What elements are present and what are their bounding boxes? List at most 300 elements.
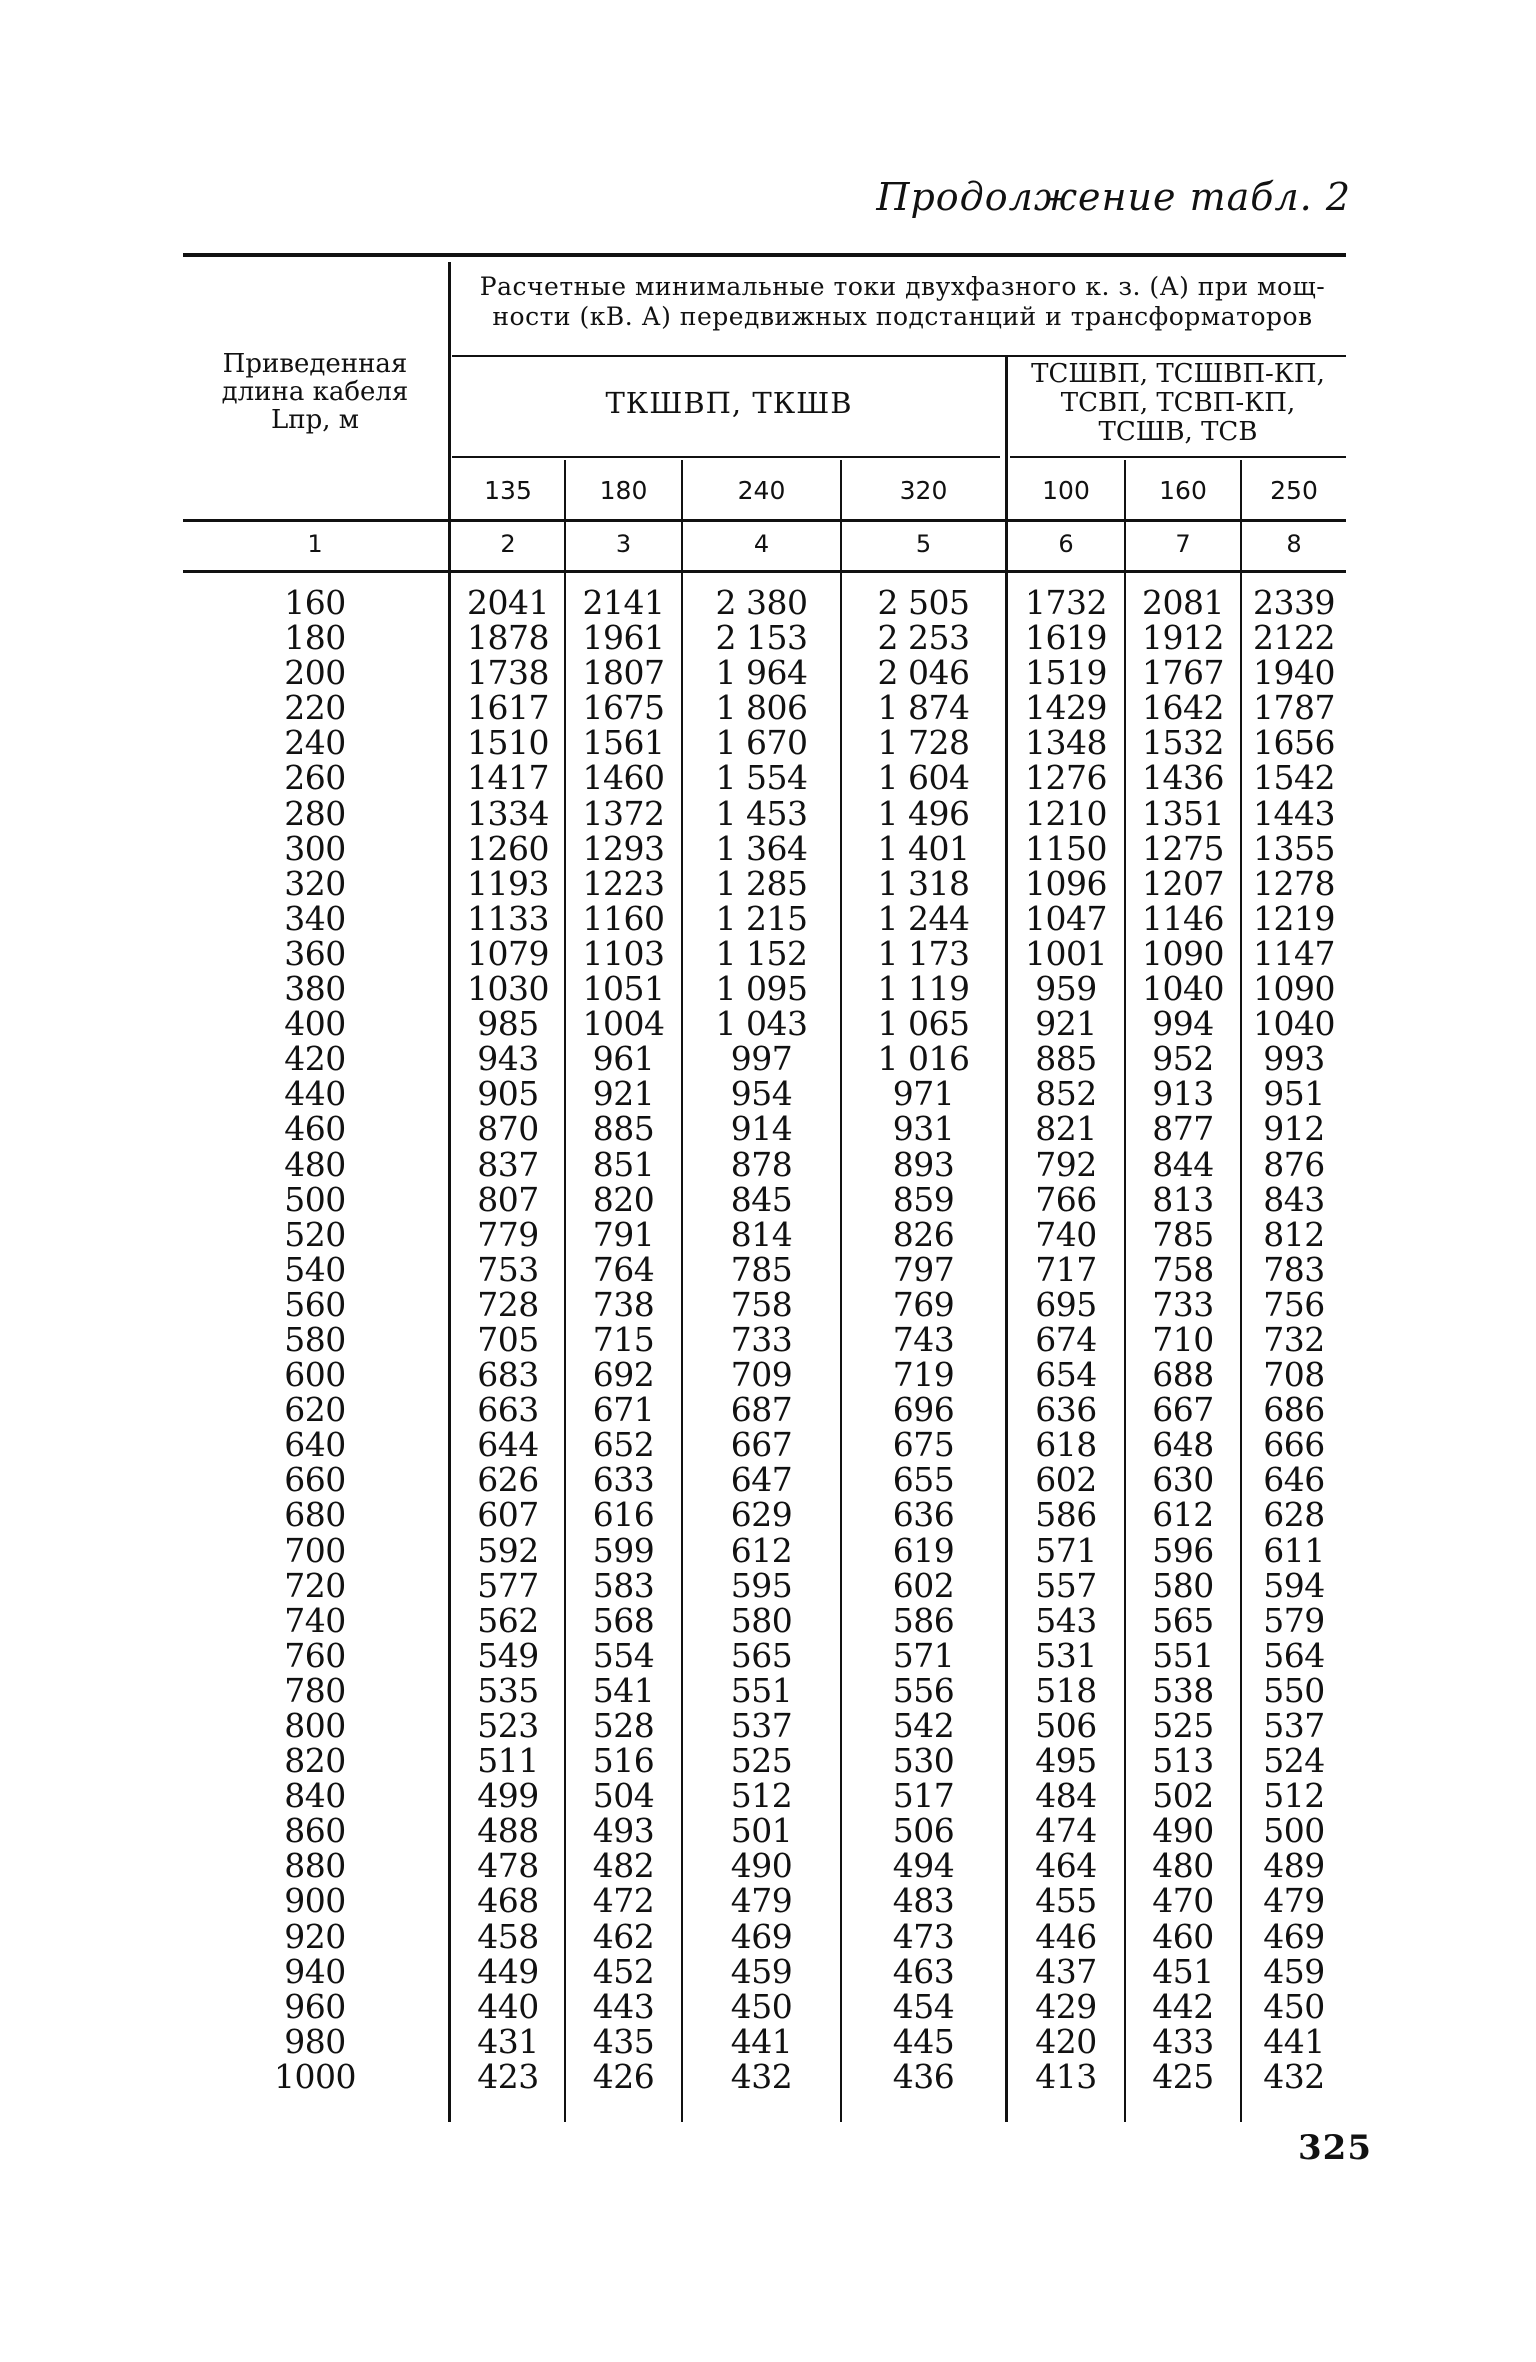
current-cell: 914 — [730, 1109, 793, 1149]
current-cell: 1417 — [467, 758, 549, 798]
current-cell: 671 — [592, 1390, 655, 1430]
current-cell: 785 — [730, 1249, 793, 1289]
table-row — [0, 1425, 1536, 1465]
current-cell: 1642 — [1142, 688, 1224, 728]
current-cell: 1617 — [467, 688, 549, 728]
current-cell: 490 — [1152, 1811, 1214, 1851]
current-cell: 594 — [1263, 1565, 1325, 1605]
current-cell: 474 — [1035, 1811, 1097, 1851]
current-cell: 1348 — [1025, 723, 1107, 763]
colnum-5: 5 — [915, 530, 932, 558]
current-cell: 511 — [477, 1741, 539, 1781]
current-cell: 687 — [730, 1390, 793, 1430]
current-cell: 423 — [477, 2056, 539, 2096]
current-cell: 586 — [1035, 1495, 1097, 1535]
current-cell: 468 — [477, 1881, 539, 1921]
current-cell: 432 — [1263, 2056, 1325, 2096]
current-cell: 441 — [730, 2021, 793, 2061]
current-cell: 459 — [1263, 1951, 1325, 1991]
current-cell: 1372 — [582, 793, 665, 833]
current-cell: 1 728 — [877, 723, 970, 763]
table-row — [0, 1109, 1536, 1149]
current-cell: 550 — [1263, 1670, 1325, 1710]
current-cell: 1787 — [1253, 688, 1335, 728]
current-cell: 1429 — [1025, 688, 1107, 728]
current-cell: 618 — [1035, 1425, 1097, 1465]
length-cell: 580 — [284, 1319, 346, 1359]
current-cell: 556 — [892, 1670, 955, 1710]
current-cell: 482 — [592, 1846, 655, 1886]
power-240: 240 — [737, 476, 786, 505]
length-cell: 1000 — [274, 2056, 356, 2096]
table-row — [0, 1530, 1536, 1570]
current-cell: 655 — [892, 1460, 955, 1500]
length-cell: 360 — [284, 933, 346, 973]
length-cell: 540 — [284, 1249, 346, 1289]
table-row — [0, 898, 1536, 938]
current-cell: 524 — [1263, 1741, 1325, 1781]
current-cell: 538 — [1152, 1670, 1214, 1710]
current-cell: 695 — [1035, 1284, 1097, 1324]
length-cell: 480 — [284, 1144, 346, 1184]
current-cell: 647 — [730, 1460, 793, 1500]
length-cell: 960 — [284, 1986, 346, 2026]
table-caption: Продолжение табл. 2 — [876, 175, 1351, 219]
current-cell: 1147 — [1253, 933, 1335, 973]
current-cell: 446 — [1035, 1916, 1097, 1956]
current-cell: 1510 — [467, 723, 549, 763]
length-cell: 920 — [284, 1916, 346, 1956]
current-cell: 619 — [892, 1530, 955, 1570]
table-row — [0, 1811, 1536, 1851]
length-cell: 460 — [284, 1109, 346, 1149]
power-160: 160 — [1159, 476, 1207, 505]
current-cell: 1878 — [467, 618, 549, 658]
current-cell: 518 — [1035, 1670, 1097, 1710]
current-cell: 494 — [892, 1846, 955, 1886]
table-row — [0, 1846, 1536, 1886]
current-cell: 571 — [1035, 1530, 1097, 1570]
current-cell: 537 — [730, 1706, 793, 1745]
current-cell: 1460 — [582, 758, 665, 798]
length-cell: 940 — [284, 1951, 346, 1991]
length-cell: 560 — [284, 1284, 346, 1324]
current-cell: 595 — [730, 1565, 793, 1605]
table-row — [0, 618, 1536, 658]
length-cell: 200 — [284, 653, 346, 693]
table-row — [0, 1284, 1536, 1324]
current-cell: 1260 — [467, 828, 549, 868]
current-cell: 436 — [892, 2056, 955, 2096]
table-row — [0, 1708, 1536, 1743]
current-cell: 586 — [892, 1600, 955, 1640]
current-cell: 562 — [477, 1600, 539, 1640]
current-cell: 479 — [1263, 1881, 1325, 1921]
column-numbers-rule — [183, 570, 1346, 573]
table-row — [0, 969, 1536, 1009]
current-cell: 629 — [730, 1495, 793, 1535]
current-cell: 648 — [1152, 1425, 1214, 1465]
current-cell: 425 — [1152, 2056, 1214, 2096]
current-cell: 630 — [1152, 1460, 1214, 1500]
current-cell: 733 — [1152, 1284, 1214, 1324]
current-cell: 531 — [1035, 1635, 1097, 1675]
current-cell: 479 — [730, 1881, 793, 1921]
current-cell: 1090 — [1253, 969, 1335, 1009]
page-number: 325 — [1298, 2128, 1372, 2168]
current-cell: 1193 — [467, 863, 549, 903]
current-cell: 455 — [1035, 1881, 1097, 1921]
current-cell: 437 — [1035, 1951, 1097, 1991]
current-cell: 626 — [477, 1460, 539, 1500]
current-cell: 469 — [1263, 1916, 1325, 1956]
table-row — [0, 585, 1536, 620]
current-cell: 420 — [1035, 2021, 1097, 2061]
current-cell: 1561 — [582, 723, 665, 763]
current-cell: 512 — [730, 1776, 793, 1816]
current-cell: 1 043 — [715, 1004, 808, 1044]
table-row — [0, 793, 1536, 833]
table-row — [0, 1074, 1536, 1114]
subgroup-left-title: ТКШВП, ТКШВ — [605, 386, 853, 420]
table-row — [0, 1670, 1536, 1710]
length-cell: 420 — [284, 1039, 346, 1079]
current-cell: 1940 — [1253, 653, 1335, 693]
current-cell: 565 — [730, 1635, 793, 1675]
colnum-2: 2 — [500, 530, 516, 558]
current-cell: 1040 — [1253, 1004, 1335, 1044]
table-row — [0, 1179, 1536, 1219]
table-row — [0, 758, 1536, 798]
table-row — [0, 933, 1536, 973]
current-cell: 1030 — [467, 969, 549, 1009]
current-cell: 878 — [730, 1144, 793, 1184]
length-cell: 840 — [284, 1776, 346, 1816]
top-rule — [183, 253, 1346, 257]
current-cell: 943 — [477, 1039, 539, 1079]
current-cell: 758 — [730, 1284, 793, 1324]
current-cell: 528 — [592, 1706, 655, 1745]
current-cell: 758 — [1152, 1249, 1214, 1289]
current-cell: 870 — [477, 1109, 539, 1149]
current-cell: 1 095 — [715, 969, 808, 1009]
current-cell: 433 — [1152, 2021, 1214, 2061]
current-cell: 696 — [892, 1390, 955, 1430]
current-cell: 2041 — [467, 583, 549, 622]
current-cell: 826 — [892, 1214, 955, 1254]
current-cell: 931 — [892, 1109, 955, 1149]
current-cell: 458 — [477, 1916, 539, 1956]
current-cell: 1040 — [1142, 969, 1224, 1009]
length-cell: 700 — [284, 1530, 346, 1570]
current-cell: 1 670 — [715, 723, 808, 763]
length-cell: 660 — [284, 1460, 346, 1500]
current-cell: 580 — [730, 1600, 793, 1640]
current-cell: 663 — [477, 1390, 539, 1430]
current-cell: 459 — [730, 1951, 793, 1991]
current-cell: 652 — [592, 1425, 655, 1465]
current-cell: 859 — [892, 1179, 955, 1219]
current-cell: 728 — [477, 1284, 539, 1324]
current-cell: 1 874 — [877, 688, 970, 728]
length-cell: 440 — [284, 1074, 346, 1114]
current-cell: 612 — [1152, 1495, 1214, 1535]
length-cell: 400 — [284, 1004, 346, 1044]
current-cell: 820 — [592, 1179, 655, 1219]
current-cell: 565 — [1152, 1600, 1214, 1640]
current-cell: 495 — [1035, 1741, 1097, 1781]
current-cell: 1275 — [1142, 828, 1224, 868]
current-cell: 517 — [892, 1776, 955, 1816]
current-cell: 441 — [1263, 2021, 1325, 2061]
current-cell: 843 — [1263, 1179, 1325, 1219]
current-cell: 961 — [592, 1039, 655, 1079]
current-cell: 1293 — [582, 828, 665, 868]
current-cell: 1 318 — [877, 863, 970, 903]
current-cell: 579 — [1263, 1600, 1325, 1640]
current-cell: 480 — [1152, 1846, 1214, 1886]
current-cell: 1146 — [1142, 898, 1224, 938]
current-cell: 993 — [1263, 1039, 1325, 1079]
current-cell: 583 — [592, 1565, 655, 1605]
current-cell: 885 — [592, 1109, 655, 1149]
current-cell: 580 — [1152, 1565, 1214, 1605]
current-cell: 717 — [1035, 1249, 1097, 1289]
current-cell: 1351 — [1142, 793, 1224, 833]
current-cell: 2 153 — [715, 618, 808, 658]
current-cell: 688 — [1152, 1355, 1214, 1395]
current-cell: 952 — [1152, 1039, 1214, 1079]
current-cell: 551 — [730, 1670, 793, 1710]
current-cell: 2339 — [1253, 583, 1335, 622]
current-cell: 959 — [1035, 969, 1097, 1009]
current-cell: 612 — [730, 1530, 793, 1570]
current-cell: 499 — [477, 1776, 539, 1816]
current-cell: 719 — [892, 1355, 955, 1395]
current-cell: 636 — [1035, 1390, 1097, 1430]
current-cell: 785 — [1152, 1214, 1214, 1254]
current-cell: 1150 — [1025, 828, 1107, 868]
current-cell: 543 — [1035, 1600, 1097, 1640]
current-cell: 646 — [1263, 1460, 1325, 1500]
length-cell: 740 — [284, 1600, 346, 1640]
current-cell: 445 — [892, 2021, 955, 2061]
current-cell: 654 — [1035, 1355, 1097, 1395]
length-cell: 680 — [284, 1495, 346, 1535]
table-row — [0, 1565, 1536, 1605]
length-cell: 620 — [284, 1390, 346, 1430]
current-cell: 971 — [892, 1074, 955, 1114]
current-cell: 769 — [892, 1284, 955, 1324]
current-cell: 705 — [477, 1319, 539, 1359]
current-cell: 753 — [477, 1249, 539, 1289]
current-cell: 893 — [892, 1144, 955, 1184]
colnum-6: 6 — [1058, 530, 1074, 558]
current-cell: 954 — [730, 1074, 793, 1114]
current-cell: 602 — [892, 1565, 955, 1605]
current-cell: 460 — [1152, 1916, 1214, 1956]
table-row — [0, 1741, 1536, 1781]
current-cell: 667 — [730, 1425, 793, 1465]
current-cell: 675 — [892, 1425, 955, 1465]
current-cell: 709 — [730, 1355, 793, 1395]
current-cell: 525 — [1152, 1706, 1214, 1745]
current-cell: 1 401 — [877, 828, 970, 868]
current-cell: 1675 — [582, 688, 665, 728]
current-cell: 1207 — [1142, 863, 1224, 903]
current-cell: 440 — [477, 1986, 539, 2026]
current-cell: 1443 — [1253, 793, 1335, 833]
current-cell: 483 — [892, 1881, 955, 1921]
current-cell: 549 — [477, 1635, 539, 1675]
current-cell: 2 046 — [877, 653, 970, 693]
row-label-header: Приведенная длина кабеля Lпр, м — [221, 349, 409, 435]
current-cell: 1 173 — [877, 933, 970, 973]
current-cell: 431 — [477, 2021, 539, 2061]
current-cell: 766 — [1035, 1179, 1097, 1219]
current-cell: 844 — [1152, 1144, 1214, 1184]
current-cell: 451 — [1152, 1951, 1214, 1991]
current-cell: 807 — [477, 1179, 539, 1219]
current-cell: 426 — [592, 2056, 655, 2096]
current-cell: 1223 — [582, 863, 665, 903]
current-cell: 469 — [730, 1916, 793, 1956]
current-cell: 715 — [592, 1319, 655, 1359]
current-cell: 2081 — [1142, 583, 1224, 622]
length-cell: 260 — [284, 758, 346, 798]
current-cell: 429 — [1035, 1986, 1097, 2026]
current-cell: 463 — [892, 1951, 955, 1991]
length-cell: 760 — [284, 1635, 346, 1675]
table-row — [0, 1776, 1536, 1816]
current-cell: 994 — [1152, 1004, 1214, 1044]
current-cell: 506 — [892, 1811, 955, 1851]
table-row — [0, 1460, 1536, 1500]
current-cell: 472 — [592, 1881, 655, 1921]
colnum-4: 4 — [753, 530, 770, 558]
current-cell: 435 — [592, 2021, 655, 2061]
current-cell: 464 — [1035, 1846, 1097, 1886]
current-cell: 462 — [592, 1916, 655, 1956]
length-cell: 900 — [284, 1881, 346, 1921]
length-cell: 880 — [284, 1846, 346, 1886]
current-cell: 1519 — [1025, 653, 1107, 693]
current-cell: 674 — [1035, 1319, 1097, 1359]
length-cell: 640 — [284, 1425, 346, 1465]
current-cell: 851 — [592, 1144, 655, 1184]
table-row — [0, 1951, 1536, 1991]
current-cell: 1096 — [1025, 863, 1107, 903]
current-cell: 1 065 — [877, 1004, 970, 1044]
table-row — [0, 1004, 1536, 1044]
current-cell: 1355 — [1253, 828, 1335, 868]
current-cell: 764 — [592, 1249, 655, 1289]
current-cell: 504 — [592, 1776, 655, 1816]
current-cell: 1961 — [582, 618, 665, 658]
current-cell: 876 — [1263, 1144, 1325, 1184]
current-cell: 686 — [1263, 1390, 1325, 1430]
current-cell: 997 — [730, 1039, 793, 1079]
subgroup-bottom-rule-right — [1010, 456, 1346, 458]
table-row — [0, 1635, 1536, 1675]
current-cell: 2 253 — [877, 618, 970, 658]
current-cell: 1738 — [467, 653, 549, 693]
colnum-8: 8 — [1286, 530, 1302, 558]
table-row — [0, 723, 1536, 763]
current-cell: 821 — [1035, 1109, 1097, 1149]
current-cell: 1 806 — [715, 688, 808, 728]
current-cell: 1 244 — [877, 898, 970, 938]
current-cell: 1 215 — [715, 898, 808, 938]
current-cell: 2 505 — [877, 583, 970, 622]
table-row — [0, 1249, 1536, 1289]
current-cell: 1276 — [1025, 758, 1107, 798]
colnum-3: 3 — [615, 530, 632, 558]
length-cell: 780 — [284, 1670, 346, 1710]
current-cell: 1 496 — [877, 793, 970, 833]
current-cell: 792 — [1035, 1144, 1097, 1184]
current-cell: 845 — [730, 1179, 793, 1219]
header-rule — [183, 519, 1346, 522]
current-cell: 2 380 — [715, 583, 808, 622]
current-cell: 913 — [1152, 1074, 1214, 1114]
current-cell: 1 152 — [715, 933, 808, 973]
current-cell: 1542 — [1253, 758, 1335, 798]
table-row — [0, 1039, 1536, 1079]
current-cell: 488 — [477, 1811, 539, 1851]
length-cell: 600 — [284, 1355, 346, 1395]
current-cell: 1532 — [1142, 723, 1224, 763]
power-250: 250 — [1270, 476, 1318, 505]
current-cell: 1047 — [1025, 898, 1107, 938]
current-cell: 523 — [477, 1706, 539, 1745]
current-cell: 450 — [730, 1986, 793, 2026]
current-cell: 1912 — [1142, 618, 1224, 658]
current-cell: 738 — [592, 1284, 655, 1324]
length-cell: 520 — [284, 1214, 346, 1254]
current-cell: 537 — [1263, 1706, 1325, 1745]
current-cell: 502 — [1152, 1776, 1214, 1816]
current-cell: 1436 — [1142, 758, 1224, 798]
table-row — [0, 2056, 1536, 2096]
current-cell: 551 — [1152, 1635, 1214, 1675]
length-cell: 980 — [284, 2021, 346, 2061]
table-row — [0, 1600, 1536, 1640]
length-cell: 160 — [284, 583, 346, 622]
length-cell: 500 — [284, 1179, 346, 1219]
colnum-7: 7 — [1175, 530, 1191, 558]
current-cell: 530 — [892, 1741, 955, 1781]
current-cell: 1278 — [1253, 863, 1335, 903]
current-cell: 602 — [1035, 1460, 1097, 1500]
current-cell: 1219 — [1253, 898, 1335, 938]
current-cell: 783 — [1263, 1249, 1325, 1289]
table-row — [0, 1214, 1536, 1254]
power-180: 180 — [599, 476, 648, 505]
current-cell: 1767 — [1142, 653, 1224, 693]
current-cell: 1210 — [1025, 793, 1107, 833]
current-cell: 743 — [892, 1319, 955, 1359]
current-cell: 470 — [1152, 1881, 1214, 1921]
current-cell: 1 285 — [715, 863, 808, 903]
current-cell: 852 — [1035, 1074, 1097, 1114]
current-cell: 1656 — [1253, 723, 1335, 763]
current-cell: 812 — [1263, 1214, 1325, 1254]
current-cell: 1 554 — [715, 758, 808, 798]
current-cell: 413 — [1035, 2056, 1097, 2096]
current-cell: 921 — [592, 1074, 655, 1114]
current-cell: 454 — [892, 1986, 955, 2026]
